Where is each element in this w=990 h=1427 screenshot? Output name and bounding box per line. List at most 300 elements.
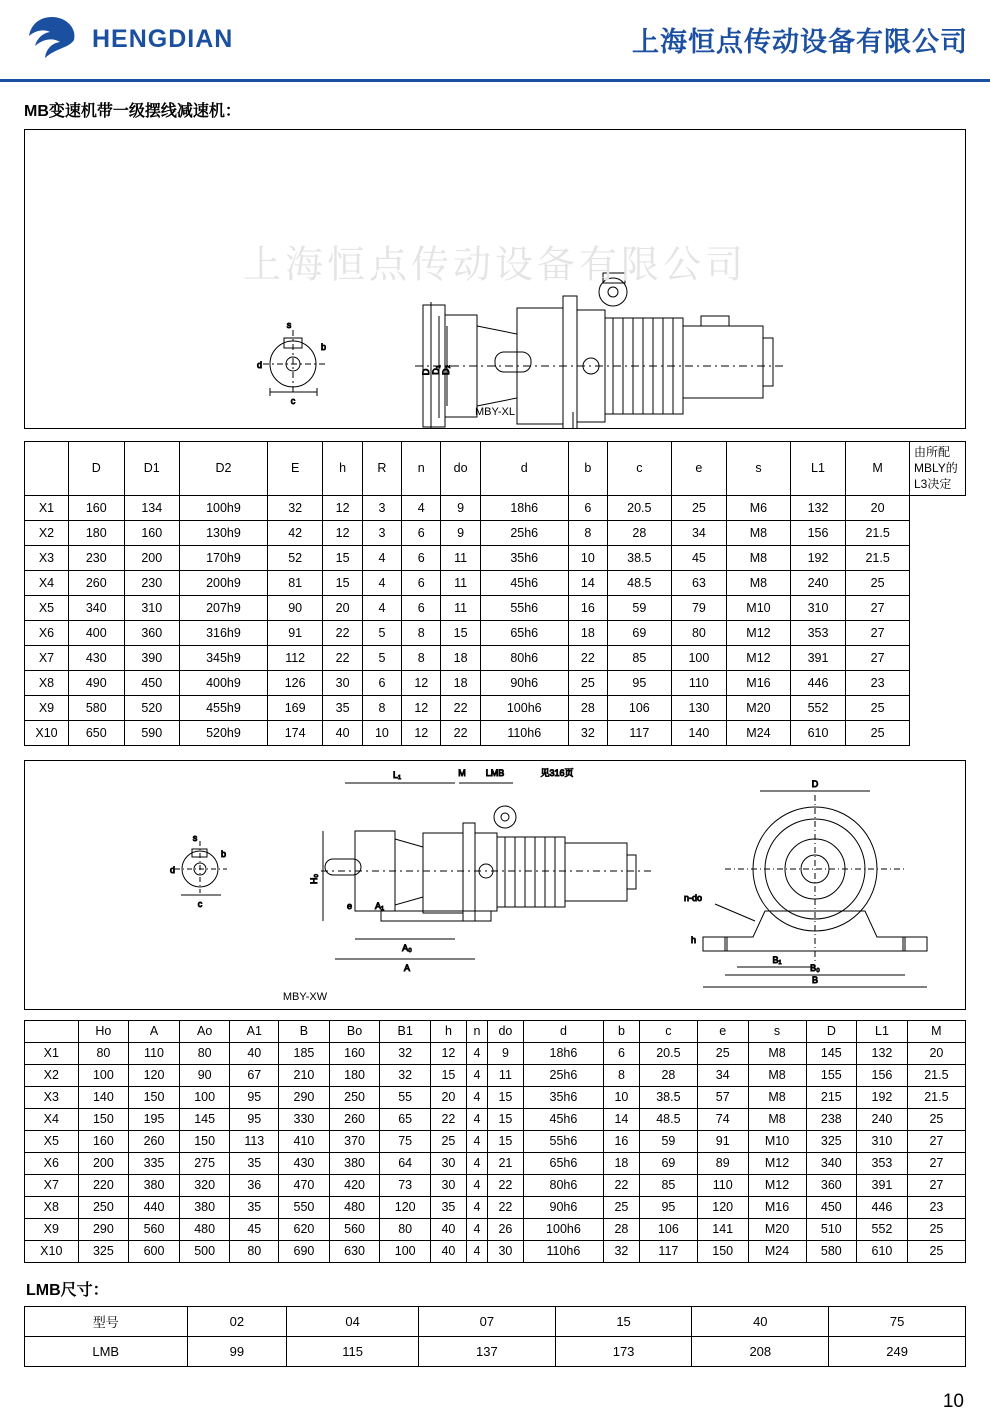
table-cell: 8 [604,1064,640,1086]
table-row [25,720,966,745]
table-cell: 35 [323,695,362,720]
table-cell: 390 [124,645,180,670]
table-cell: 150 [179,1130,230,1152]
table-cell: 65h6 [523,1152,603,1174]
table-cell: 100h6 [480,695,568,720]
table-cell: 22 [487,1174,523,1196]
table-cell: 4 [466,1240,487,1262]
table-cell: M24 [727,720,791,745]
lmb-value-row [25,1336,966,1366]
th-E: E [267,442,323,496]
lmb-value-cell: 115 [287,1336,419,1366]
table-cell: 25 [568,670,607,695]
table-cell: 12 [402,670,441,695]
row-label: X10 [25,720,69,745]
table-cell: 64 [380,1152,431,1174]
table-cell: 630 [329,1240,380,1262]
table-cell: 85 [608,645,672,670]
svg-text:A₁: A₁ [375,900,385,911]
table-cell: 45 [671,545,727,570]
table-cell: M12 [727,620,791,645]
table-cell: 79 [671,595,727,620]
table-cell: 470 [279,1174,330,1196]
table-cell: 4 [466,1108,487,1130]
table-cell: 27 [907,1130,965,1152]
table-cell: 80 [671,620,727,645]
table-cell: 38.5 [639,1086,697,1108]
table-cell: 180 [329,1064,380,1086]
table-cell: 335 [129,1152,180,1174]
table-cell: 22 [441,720,480,745]
table-cell: 290 [78,1218,129,1240]
row-label: X5 [25,595,69,620]
table-cell: 380 [329,1152,380,1174]
table-cell: 15 [487,1086,523,1108]
table-cell: 260 [129,1130,180,1152]
table-cell: 25 [846,720,910,745]
th-L1: L1 [790,442,846,496]
table-cell: 23 [907,1196,965,1218]
table-cell: 150 [697,1240,748,1262]
table-cell: 290 [279,1086,330,1108]
table-cell: 22 [604,1174,640,1196]
table-cell: 11 [487,1064,523,1086]
table-cell: 20 [846,495,910,520]
th-b: b [568,442,607,496]
table-cell: 4 [466,1130,487,1152]
table-cell: 14 [568,570,607,595]
table-cell: 12 [323,495,362,520]
lmb-header-row [25,1306,966,1336]
th-Ao: Ao [179,1020,230,1042]
table-cell: 15 [441,620,480,645]
table2-header-row [25,1020,966,1042]
section-title-lmb: LMB尺寸： [26,1281,109,1299]
table-cell: 11 [441,545,480,570]
table-row [25,1086,966,1108]
table-cell: 22 [441,695,480,720]
table-cell: 12 [323,520,362,545]
table-cell: M8 [727,520,791,545]
table-cell: 15 [323,570,362,595]
table-cell: 20 [323,595,362,620]
table-cell: M20 [748,1218,806,1240]
table-cell: 28 [568,695,607,720]
table-cell: 69 [639,1152,697,1174]
table-cell: 140 [671,720,727,745]
table-cell: 391 [790,645,846,670]
svg-text:D: D [421,368,431,376]
table-cell: 18 [441,670,480,695]
table-cell: M8 [748,1108,806,1130]
table-cell: 27 [846,620,910,645]
svg-text:H₀: H₀ [309,873,319,884]
table-cell: 90 [179,1064,230,1086]
table-cell: 250 [78,1196,129,1218]
lmb-header-cell: 07 [418,1306,555,1336]
table-cell: 59 [608,595,672,620]
table-cell: 480 [179,1218,230,1240]
svg-text:b: b [221,848,227,859]
table-cell: 192 [857,1086,908,1108]
table-cell: 552 [790,695,846,720]
table-cell: M8 [727,570,791,595]
table-cell: 156 [857,1064,908,1086]
th-Bo: Bo [329,1020,380,1042]
table-cell: M12 [748,1152,806,1174]
table-cell: 113 [230,1130,279,1152]
table-cell: 8 [362,695,401,720]
table-cell: 22 [323,645,362,670]
table-cell: 95 [230,1086,279,1108]
table-cell: M16 [727,670,791,695]
table-cell: 580 [69,695,125,720]
table-cell: 11 [441,570,480,595]
table-cell: 25 [846,570,910,595]
table-cell: 90 [267,595,323,620]
table-row [25,670,966,695]
th-L1: L1 [857,1020,908,1042]
table-cell: 65h6 [480,620,568,645]
table-cell: 85 [639,1174,697,1196]
table-cell: 25h6 [523,1064,603,1086]
table-cell: 42 [267,520,323,545]
th-s: s [727,442,791,496]
table-cell: 12 [402,695,441,720]
mby-xw-drawing [25,761,965,1009]
lmb-header-cell: 02 [187,1306,287,1336]
table-cell: 8 [402,620,441,645]
table-cell: 510 [806,1218,857,1240]
table-cell: 310 [124,595,180,620]
table-cell: 430 [279,1152,330,1174]
table-cell: 4 [466,1042,487,1064]
row-label: X8 [25,670,69,695]
table-cell: 420 [329,1174,380,1196]
table-cell: 25 [431,1130,467,1152]
table-row [25,1240,966,1262]
table-cell: 380 [129,1174,180,1196]
row-label: X2 [25,1064,79,1086]
table-cell: 610 [857,1240,908,1262]
table-cell: 106 [639,1218,697,1240]
table-row [25,1196,966,1218]
table-cell: 95 [230,1108,279,1130]
table-cell: 130 [671,695,727,720]
table-cell: 100h9 [180,495,268,520]
table-cell: 174 [267,720,323,745]
th-n: n [402,442,441,496]
table-cell: 15 [323,545,362,570]
table-cell: 20 [431,1086,467,1108]
table-cell: 34 [671,520,727,545]
table-cell: 207h9 [180,595,268,620]
table-cell: 450 [124,670,180,695]
th-D1: D1 [124,442,180,496]
table-cell: 345h9 [180,645,268,670]
svg-text:A₀: A₀ [402,942,412,953]
table-cell: 35h6 [523,1086,603,1108]
lmb-size-table [24,1306,966,1367]
table-cell: 22 [487,1196,523,1218]
table-cell: 180 [69,520,125,545]
svg-text:L₁: L₁ [392,769,402,780]
table-cell: 520 [124,695,180,720]
table-cell: 25 [846,695,910,720]
row-label: X1 [25,1042,79,1064]
table-cell: 156 [790,520,846,545]
table-cell: 215 [806,1086,857,1108]
table-cell: 4 [466,1218,487,1240]
table-cell: 275 [179,1152,230,1174]
table-cell: 110 [697,1174,748,1196]
svg-text:s: s [286,320,292,330]
th-d: d [523,1020,603,1042]
svg-text:c: c [197,898,203,909]
table-cell: 360 [806,1174,857,1196]
table-row [25,695,966,720]
table-cell: 9 [441,520,480,545]
th-M: M [846,442,910,496]
table-cell: 8 [402,645,441,670]
table-cell: 80 [380,1218,431,1240]
table-cell: 141 [697,1218,748,1240]
table-cell: 590 [124,720,180,745]
section-title-mb: MB变速机带一级摆线减速机： [24,103,241,120]
table-cell: 150 [129,1086,180,1108]
lmb-value-cell: 173 [555,1336,692,1366]
table-cell: 18h6 [523,1042,603,1064]
table-cell: 4 [466,1064,487,1086]
table-cell: 95 [639,1196,697,1218]
table-cell: 192 [790,545,846,570]
table-cell: 16 [604,1130,640,1152]
row-label: X6 [25,620,69,645]
svg-text:LMB: LMB [485,767,505,778]
table-cell: 80h6 [480,645,568,670]
table-cell: 320 [179,1174,230,1196]
row-label: X9 [25,695,69,720]
table-cell: 160 [78,1130,129,1152]
table-cell: 4 [362,595,401,620]
svg-text:b: b [321,342,327,352]
table-cell: 21 [487,1152,523,1174]
table-cell: 6 [402,570,441,595]
table-cell: M10 [727,595,791,620]
table-cell: 195 [129,1108,180,1130]
table-cell: 14 [604,1108,640,1130]
table-cell: 75 [380,1130,431,1152]
th-B: B [279,1020,330,1042]
lmb-value-cell: 208 [692,1336,829,1366]
table-cell: 200 [78,1152,129,1174]
table-cell: 5 [362,645,401,670]
note-text: 由所配MBLY的L3决定 [914,445,958,492]
table-cell: 16 [568,595,607,620]
table-cell: 35 [431,1196,467,1218]
table-cell: 69 [608,620,672,645]
lmb-header-cell: 15 [555,1306,692,1336]
table-cell: 126 [267,670,323,695]
lmb-value-cell: 99 [187,1336,287,1366]
th-h: h [431,1020,467,1042]
row-label: X5 [25,1130,79,1152]
table-cell: 4 [466,1196,487,1218]
table-cell: 520h9 [180,720,268,745]
table-cell: 690 [279,1240,330,1262]
table-cell: 38.5 [608,545,672,570]
table-cell: 110h6 [480,720,568,745]
table-cell: 100 [179,1086,230,1108]
svg-text:d: d [170,864,176,875]
table-cell: 160 [124,520,180,545]
table-cell: 410 [279,1130,330,1152]
lmb-value-cell: 137 [418,1336,555,1366]
dimension-table-xl [24,441,966,746]
table-cell: 15 [431,1064,467,1086]
row-label: X9 [25,1218,79,1240]
table-cell: 220 [78,1174,129,1196]
table-row [25,1152,966,1174]
th-b: b [604,1020,640,1042]
table-cell: 26 [487,1218,523,1240]
table-cell: 27 [846,595,910,620]
th-blank [25,1020,79,1042]
table-cell: 5 [362,620,401,645]
table-cell: 330 [279,1108,330,1130]
table-cell: 6 [604,1042,640,1064]
table-cell: 22 [323,620,362,645]
table-row [25,570,966,595]
page-header [0,0,990,82]
table-cell: 10 [604,1086,640,1108]
table-cell: 150 [78,1108,129,1130]
table-cell: 200h9 [180,570,268,595]
table-cell: 18 [568,620,607,645]
row-label: X3 [25,1086,79,1108]
table-cell: 240 [790,570,846,595]
svg-text:D₂: D₂ [441,365,451,375]
watermark-text: 上海恒点传动设备有限公司 [242,244,748,287]
table-cell: 40 [323,720,362,745]
table-cell: 45h6 [523,1108,603,1130]
table-cell: 28 [639,1064,697,1086]
table-cell: 52 [267,545,323,570]
table-cell: 25 [604,1196,640,1218]
table-cell: 117 [608,720,672,745]
table-cell: 74 [697,1108,748,1130]
brand-logo [22,14,233,66]
th-blank [25,442,69,496]
svg-text:D: D [811,778,819,789]
table-cell: 32 [604,1240,640,1262]
table-cell: 8 [568,520,607,545]
th-B1: B1 [380,1020,431,1042]
table-cell: 25 [907,1240,965,1262]
table-cell: 250 [329,1086,380,1108]
table-cell: 73 [380,1174,431,1196]
th-e: e [671,442,727,496]
svg-text:c: c [290,396,296,406]
svg-text:D₁: D₁ [431,365,441,375]
figure1-caption: MBY-XL [475,406,515,418]
table-cell: 160 [329,1042,380,1064]
table-row [25,1042,966,1064]
th-c: c [639,1020,697,1042]
table-cell: 134 [124,495,180,520]
table-cell: 446 [790,670,846,695]
table-cell: 36 [230,1174,279,1196]
table-cell: 65 [380,1108,431,1130]
table-cell: 230 [124,570,180,595]
table-cell: 27 [907,1152,965,1174]
row-label: X4 [25,570,69,595]
th-A: A [129,1020,180,1042]
row-label: X3 [25,545,69,570]
row-label: X8 [25,1196,79,1218]
table-cell: 145 [179,1108,230,1130]
svg-text:B: B [811,974,819,985]
table-cell: 27 [846,645,910,670]
th-n: n [466,1020,487,1042]
table-cell: 170h9 [180,545,268,570]
table-cell: M24 [748,1240,806,1262]
table-cell: 28 [608,520,672,545]
table-cell: 3 [362,495,401,520]
table-cell: 450 [806,1196,857,1218]
table-cell: 55h6 [523,1130,603,1152]
table-cell: 650 [69,720,125,745]
row-label: X10 [25,1240,79,1262]
table-cell: 325 [806,1130,857,1152]
table-cell: 3 [362,520,401,545]
table-cell: 11 [441,595,480,620]
table-cell: M8 [748,1042,806,1064]
table-cell: 20 [907,1042,965,1064]
table-cell: M10 [748,1130,806,1152]
figure-mby-xw [24,760,966,1010]
table-row [25,595,966,620]
table-cell: 21.5 [907,1086,965,1108]
table-cell: 15 [487,1130,523,1152]
table-cell: 600 [129,1240,180,1262]
th-do: do [441,442,480,496]
lmb-header-cell: 型号 [25,1306,188,1336]
table-cell: 18 [441,645,480,670]
table-cell: 6 [402,595,441,620]
table-cell: 106 [608,695,672,720]
table-cell: 57 [697,1086,748,1108]
table-cell: 110 [671,670,727,695]
table-cell: 145 [806,1042,857,1064]
table-cell: 48.5 [639,1108,697,1130]
table-cell: 89 [697,1152,748,1174]
table-cell: M8 [727,545,791,570]
svg-text:s: s [192,832,198,843]
table-row [25,645,966,670]
table-cell: 90h6 [480,670,568,695]
table-cell: 80h6 [523,1174,603,1196]
table-cell: 45 [230,1218,279,1240]
table-cell: 4 [362,570,401,595]
table-cell: 185 [279,1042,330,1064]
table-cell: 32 [568,720,607,745]
table-cell: 25 [697,1042,748,1064]
table-cell: 25 [671,495,727,520]
table-cell: 21.5 [846,545,910,570]
table-cell: 55 [380,1086,431,1108]
table-cell: 18 [604,1152,640,1174]
